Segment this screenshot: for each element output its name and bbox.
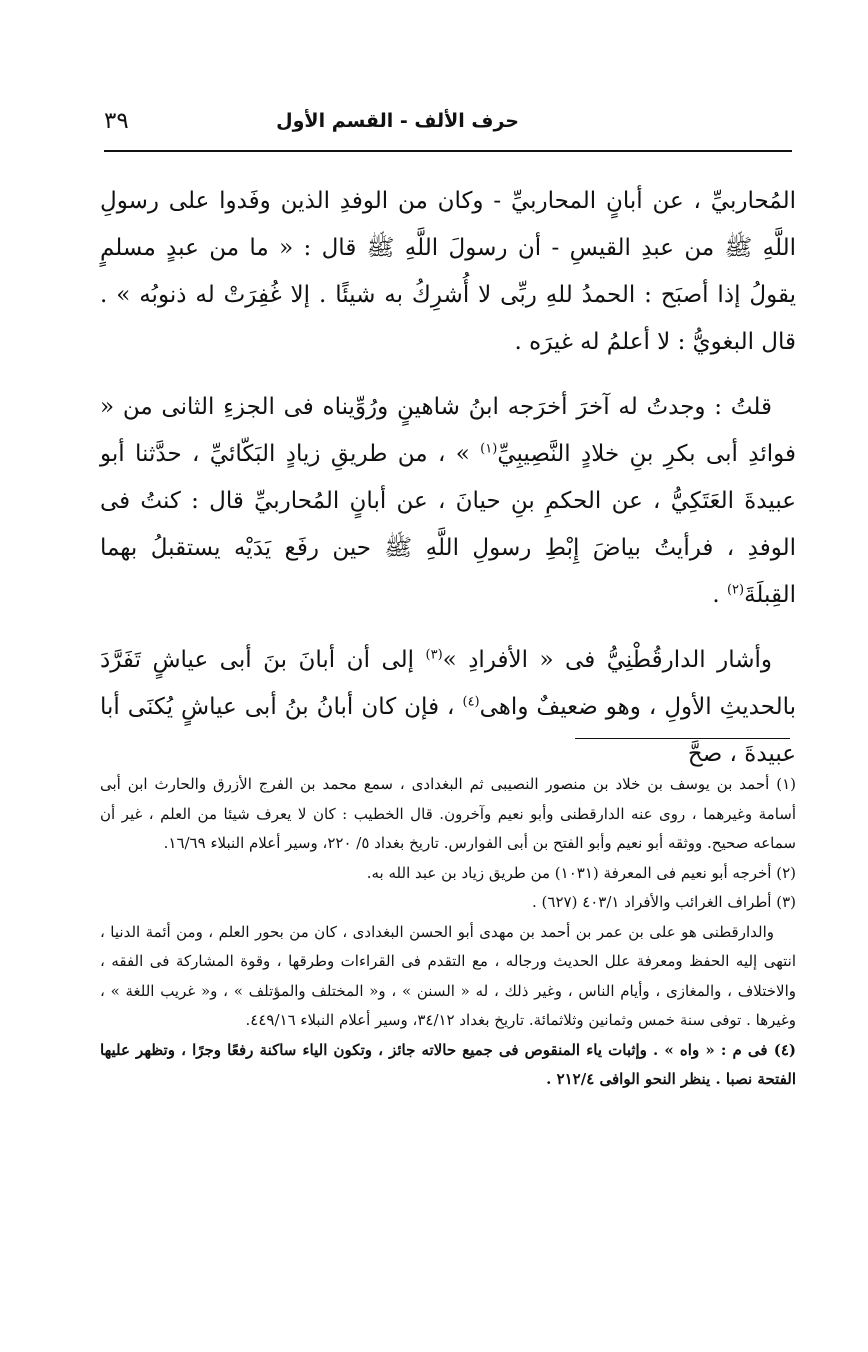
text-segment: وأشار الدارقُطْنِيُّ فى « الأفرادِ »: [442, 647, 772, 673]
footnote-ref-1: (١): [480, 441, 498, 457]
page-header: [104, 108, 794, 144]
footnote-ref-3: (٣): [425, 647, 443, 663]
main-text: [100, 178, 796, 778]
page-number: ٣٩: [104, 108, 129, 134]
footnote-3-continuation: والدارقطنى هو على بن عمر بن أحمد بن مهدى أبو الحسن البغدادى ، كان من بحور العلم ، ومن أئمة الدنيا ، انتهى إليه الحفظ ومعرفة علل الحديث ورجاله ، مع التقدم فى القراءات وطرقها ، وقوة المشاركة فى الفقه ، والاختلاف ، والمغازى ، وأيام الناس ، وغير ذلك ، له « السنن » ، و« المختلف والمؤتلف » ، و« غريب اللغة » ، وغيرها . توفى سنة خمس وثمانين وثلاثمائة. تاريخ بغداد ٣٤/١٢، وسير أعلام النبلاء ٤٤٩/١٦.: [100, 922, 796, 1029]
text-segment: .: [712, 582, 727, 608]
footnote-2: (٢) أخرجه أبو نعيم فى المعرفة (١٠٣١) من طريق زياد بن عبد الله به.: [366, 863, 796, 882]
main-paragraph-2: [100, 384, 796, 619]
header-rule: [104, 150, 792, 152]
footnote-ref-2: (٢): [726, 582, 745, 598]
text-segment: إلى أن أبانَ بنَ أبى عياشٍ تَفَرَّدَ بالحديثِ الأولِ ، وهو ضعيفٌ واهى: [100, 647, 796, 720]
footnote-1: (١) أحمد بن يوسف بن خلاد بن منصور النصيبى ثم البغدادى ، سمع محمد بن الفرج الأزرق والحارث ابن أبى أسامة وغيرهما ، روى عنه الدارقطنى وأبو نعيم وآخرون. قال الخطيب : كان لا يعرف شيئا من العلم ، غير أن سماعه صحيح. ووثقه أبو نعيم وأبو الفتح بن أبى الفوارس. تاريخ بغداد ٥/ ٢٢٠، وسير أعلام النبلاء ١٦/٦٩.: [100, 775, 796, 852]
footnote-4: (٤) فى م : « واه » . وإثبات ياء المنقوص فى جميع حالاته جائز ، وتكون الياء ساكنة رفعًا وجرًا ، وتظهر عليها الفتحة نصبا . ينظر النحو الوافى ٢١٢/٤ .: [100, 1040, 796, 1088]
footnote-3: (٣) أطراف الغرائب والأفراد ٤٠٣/١ (٦٢٧) .: [532, 893, 796, 911]
running-title: حرف الألف - القسم الأول: [276, 110, 519, 132]
footnotes: [100, 770, 796, 1095]
text-segment: ، فإن كان أبانُ بنُ أبى عياشٍ يُكنَى أبا عبيدةَ ، صحَّ: [100, 694, 796, 767]
footnote-separator: [575, 738, 790, 739]
main-paragraph-1: المُحاربيِّ ، عن أبانٍ المحاربيِّ - وكان من الوفدِ الذين وفَدوا على رسولِ اللَّهِ ﷺ من عبدِ القيسِ - أن رسولَ اللَّهِ ﷺ قال : « ما من عبدٍ مسلمٍ يقولُ إذا أصبَح : الحمدُ للهِ ربِّى لا أُشرِكُ به شيئًا . إلا غُفِرَتْ له ذنوبُه » . قال البغويُّ : لا أعلمُ له غيرَه .: [100, 188, 796, 355]
text-segment: قلتُ : وجدتُ له آخرَ أخرَجه ابنُ شاهينٍ ورُوِّيناه فى الجزءِ الثانى من « فوائدِ أبى بكرِ بنِ خلادٍ النَّصِيبِيِّ: [100, 394, 796, 467]
text-segment: » ، من طريقِ زيادٍ البَكّائيِّ ، حدَّثنا أبو عبيدةَ العَتَكِيُّ ، عن الحكمِ بنِ حيانَ ، عن أبانٍ المُحاربيِّ قال : كنتُ فى الوفدِ ، فرأيتُ بياضَ إِبْطِ رسولِ اللَّهِ ﷺ حين رفَع يَدَيْه يستقبلُ بهما القِبلَةَ: [100, 441, 796, 608]
main-paragraph-3: [100, 637, 796, 778]
footnote-ref-4: (٤): [462, 694, 480, 710]
